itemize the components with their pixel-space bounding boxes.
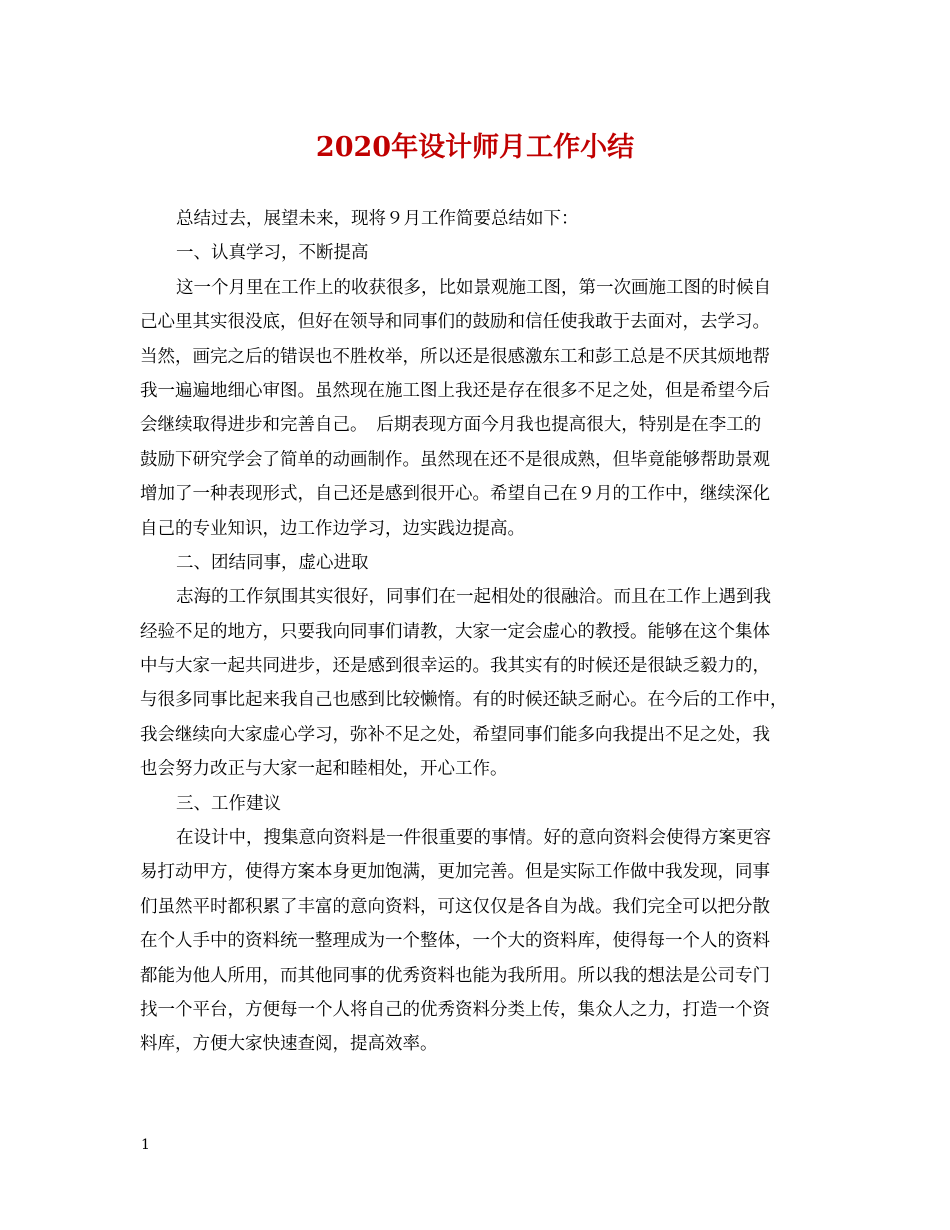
text-line: 志海的工作氛围其实很好，同事们在一起相处的很融洽。而且在工作上遇到我: [176, 587, 771, 608]
text-line: 增加了一种表现形式，自己还是感到很开心。希望自己在９月的工作中，继续深化: [140, 484, 770, 505]
text-line: 三、工作建议: [176, 793, 281, 814]
text-line: 当然，画完之后的错误也不胜枚举，所以还是很感激东工和彭工总是不厌其烦地帮: [140, 346, 770, 367]
text-line: 我会继续向大家虚心学习，弥补不足之处，希望同事们能多向我提出不足之处，我: [140, 724, 770, 745]
text-line: 中与大家一起共同进步，还是感到很幸运的。我其实有的时候还是很缺乏毅力的，: [140, 656, 770, 677]
text-line: 经验不足的地方，只要我向同事们请教，大家一定会虚心的教授。能够在这个集体: [140, 621, 770, 642]
document-body: [140, 202, 820, 1062]
text-line: 鼓励下研究学会了简单的动画制作。虽然现在还不是很成熟，但毕竟能够帮助景观: [140, 449, 770, 470]
text-line: 二、团结同事，虚心进取: [176, 552, 369, 573]
page-number: 1: [141, 1137, 150, 1153]
text-line: 总结过去，展望未来，现将９月工作简要总结如下：: [176, 209, 579, 229]
text-line: 都能为他人所用，而其他同事的优秀资料也能为我所用。所以我的想法是公司专门: [140, 965, 770, 986]
text-line: 在设计中，搜集意向资料是一件很重要的事情。好的意向资料会使得方案更容: [176, 828, 771, 849]
text-line: 我一遍遍地细心审图。虽然现在施工图上我还是存在很多不足之处，但是希望今后: [140, 380, 770, 401]
text-line: 己心里其实很没底，但好在领导和同事们的鼓励和信任使我敢于去面对，去学习。: [140, 312, 770, 333]
text-line: 一、认真学习，不断提高: [176, 243, 369, 264]
text-line: 与很多同事比起来我自己也感到比较懒惰。有的时候还缺乏耐心。在今后的工作中，: [140, 690, 788, 711]
text-line: 在个人手中的资料统一整理成为一个整体，一个大的资料库，使得每一个人的资料: [140, 931, 770, 952]
document-title: 2020年设计师月工作小结: [315, 132, 635, 163]
text-line: 这一个月里在工作上的收获很多，比如景观施工图，第一次画施工图的时候自: [176, 277, 771, 298]
text-line: 找一个平台，方便每一个人将自己的优秀资料分类上传，集众人之力，打造一个资: [140, 999, 770, 1020]
text-line: 们虽然平时都积累了丰富的意向资料，可这仅仅是各自为战。我们完全可以把分散: [140, 896, 770, 917]
text-line: 料库，方便大家快速查阅，提高效率。: [140, 1034, 438, 1055]
text-line: 会继续取得进步和完善自己。 后期表现方面今月我也提高很大，特别是在李工的: [140, 415, 762, 436]
text-line: 易打动甲方，使得方案本身更加饱满，更加完善。但是实际工作做中我发现，同事: [140, 862, 770, 883]
text-line: 自己的专业知识，边工作边学习，边实践边提高。: [140, 518, 525, 539]
text-line: 也会努力改正与大家一起和睦相处，开心工作。: [140, 759, 508, 780]
